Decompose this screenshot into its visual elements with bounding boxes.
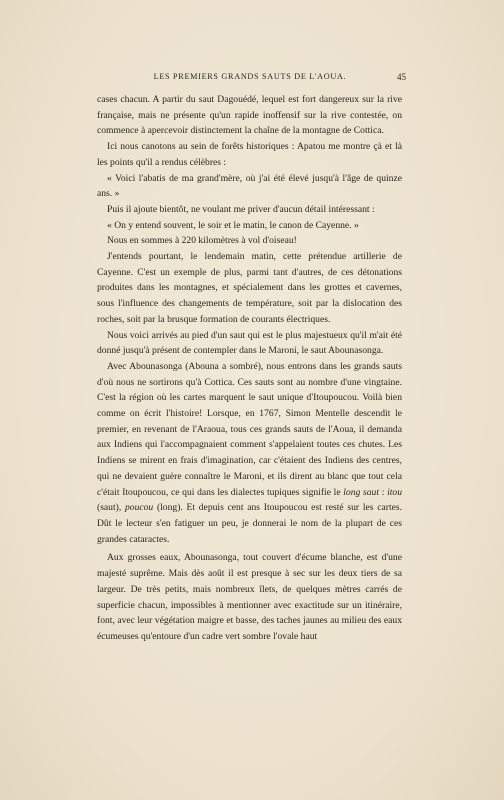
paragraph-9-mid1: :: [379, 486, 388, 498]
paragraph-9-tail: (long). Et depuis cent ans Itoupoucou est resté sur les cartes. Dût le lecteur s'en fatiguer un peu, je donnerai le nom de la plupart de ces grandes cataractes.: [97, 502, 402, 545]
paragraph-4: Puis il ajoute bientôt, ne voulant me priver d'aucun détail intéressant :: [107, 203, 375, 215]
paragraph-6: Nous en sommes à 220 kilomètres à vol d'oiseau!: [107, 235, 297, 247]
paragraph-5-quote: « On y entend souvent, le soir et le matin, le canon de Cayenne. »: [107, 219, 359, 231]
paragraph-8: Nous voici arrivés au pied d'un saut qui est le plus majestueux qu'il m'ait été donné jusqu'à présent de contempler dans le Maroni, le saut Abounasonga.: [97, 329, 402, 357]
paragraph-1: cases chacun. A partir du saut Dagouédé, lequel est fort dangereux sur la rive française, mais ne présente qu'un rapide inoffensif sur la rive contestée, on commence à apercevoir distinctement la chaîne de la montagne de Cottica.: [97, 94, 402, 137]
running-title: LES PREMIERS GRANDS SAUTS DE L'AOUA.: [153, 72, 347, 81]
page-body: [97, 92, 402, 645]
page-number: 45: [397, 72, 406, 82]
paragraph-2: Ici nous canotons au sein de forêts historiques : Apatou me montre çà et là les points qu'il a rendus célèbres :: [97, 141, 402, 168]
paragraph-3-quote: « Voici l'abatis de ma grand'mère, où j'ai été élevé jusqu'à l'âge de quinze ans. »: [97, 172, 402, 200]
paragraph-7: J'entends pourtant, le lendemain matin, cette prétendue artillerie de Cayenne. C'est un exemple de plus, parmi tant d'autres, de ces détonations produites dans les montagnes, et spécialement dans les grottes et cavernes, sous l'influence des changements de température, soit par la dislocation des roches, soit par la brusque formation de courants électriques.: [97, 251, 402, 325]
paragraph-10: Aux grosses eaux, Abounasonga, tout couvert d'écume blanche, est d'une majesté suprême. Mais dès août il est presque à sec sur les deux tiers de sa largeur. De très petits, mais nombreux îlets, de quelques mètres carrés de superficie chacun, impossibles à mentionner avec exactitude sur un itinéraire, font, avec leur végétation maigre et basse, des taches jaunes au milieu des eaux écumeuses qu'entoure d'un cadre vert sombre l'ovale haut: [97, 552, 402, 642]
paragraph-9-mid2: (saut),: [97, 502, 125, 514]
paragraph-9: [97, 359, 402, 547]
italic-term-poucou: poucou: [124, 502, 154, 514]
italic-term-long-saut: long saut: [343, 486, 380, 498]
italic-term-itou: itou: [387, 486, 402, 498]
paragraph-9-text: Avec Abounasonga (Abouna a sombré), nous entrons dans les grands sauts d'où nous ne sortirons qu'à Cottica. Ces sauts sont au nombre d'une vingtaine. C'est la région où les cartes marquent le saut unique d'Itoupoucou. Voilà bien comme on écrit l'histoire! Lorsque, en 1767, Simon Mentelle descendit le premier, en revenant de l'Araoua, tous ces grands sauts de l'Aoua, il demanda aux Indiens qui l'accompagnaient comment s'appelaient toutes ces chutes. Les Indiens se mirent en frais d'imagination, car c'étaient des Indiens des centres, qui ne devaient guère connaître le Maroni, et ils dirent au blanc que tout cela c'était Itoupoucou, ce qui dans les dialectes tupiques signifie le: [97, 360, 402, 498]
